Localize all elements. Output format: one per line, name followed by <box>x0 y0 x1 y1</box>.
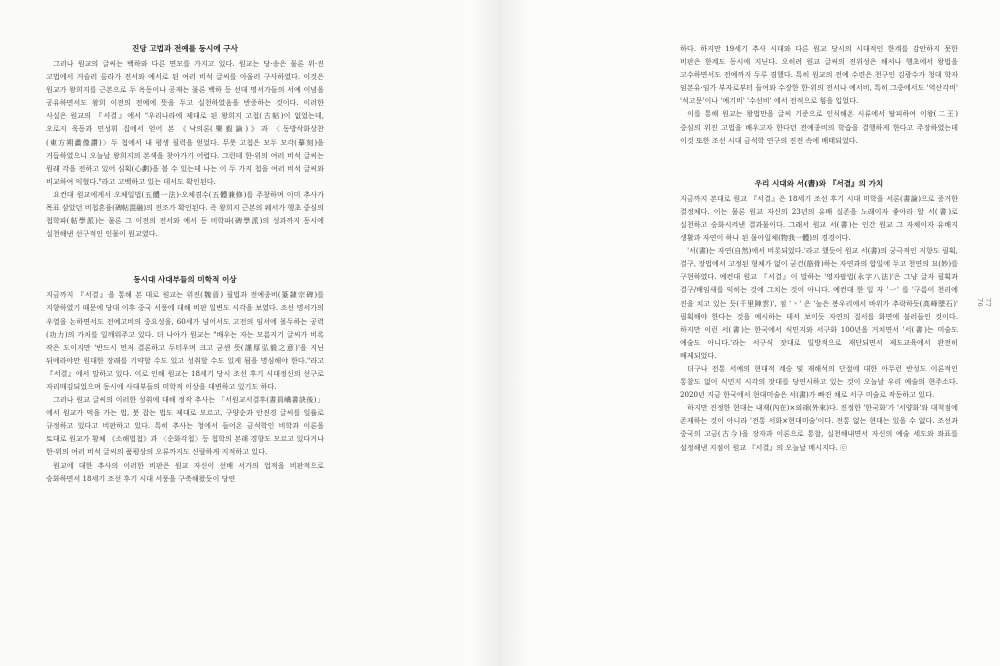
page-number-left: 76 <box>976 298 984 308</box>
paragraph: 지금까지 본대로 원교 『서결』은 18세기 조선 후기 시대 미학을 서론(書論)으로 증거한 결정체다. 이는 물론 원교 자신의 23년의 유배 실존을 노래이자 좋아라 할 서(書)로 실천하고 승화시켜낸 결과물이다. 그래서 원교 서(書)는 인간 원교 그 자체이자 유배지 생활과 자연이 하나 된 물아일체(物我一體)의 경경이다. <box>680 193 958 243</box>
paragraph: '서(書)는 자연(自然)에서 비롯되었다.'라고 했듯이 원교 서(書)의 궁극적인 지향도 필획, 결구, 장법에서 고정된 형체가 없이 굳건(筋骨)하는 자연과의 합일에 두고 천연의 묘(妙)를 구현하였다. 예컨대 원교 『서결』이 말하는 '영자팔법(永字八法)'은 그냥 글자 필획과 결구/배임새를 익히는 것에 그치는 것이 아니다. 예컨대 한 일 자 '一' 를 '구름이 천리에 진을 치고 있는 듯(千里陣雲)', 점 '丶' 은 '높은 봉우리에서 바위가 추락하듯(高峰墜石)' 필획해야 한다는 것을 예시하는 데서 보이듯 자연의 질서를 화면에 불러들인 것이다. 하지만 이런 서(書)는 한국에서 식민지와 서구화 100년을 거치면서 '서(書)는 미술도 예술도 아니다.'라는 서구식 잣대로 일방적으로 재단되면서 제도교육에서 완전히 배제되었다. <box>680 246 958 360</box>
paragraph: 더구나 전통 서예의 현대적 계승 및 재해석의 단절에 대한 아무런 반성도 이론적인 통찰도 없이 식민지 시각의 잣대를 당연시하고 있는 것이 오늘날 우리 예술의 현주소다. 2020년 지금 한국에서 현대미술은 서(書)가 빠진 채로 서구 미술로 작동하고 있다. <box>680 363 958 400</box>
paragraph: 원교에 대한 추사의 이러한 비판은 원교 자신이 선배 서가의 업적을 비판적으로 승화하면서 18세기 조선 후기 시대 서풍을 구축해왔듯이 당연 <box>46 460 324 483</box>
paragraph: 그러나 원교 글씨의 이러한 성취에 대해 정작 추사는 「서원교서결후(書員嶠書訣後)」에서 원교가 먹을 가는 법, 붓 잡는 법도 제대로 모르고, 구양순과 안진경 글씨를 일률로 규정하고 있다고 비판하고 있다. 특히 추사는 청에서 들어온 금석학인 비학과 이론을 토대로 원교가 황체 《소해법첩》과 〈순화각첩〉등 첩학의 본래 경향도 모르고 있다거나 한·위의 여러 비석 글씨의 품평상의 오류까지도 신랄하게 지적하고 있다. <box>46 395 324 457</box>
section-sadaebu-aesthetics <box>46 273 324 484</box>
section-value-of-seogyeol <box>680 177 958 454</box>
paragraph: 요컨대 원교에게서 오체일법(五體一法)·오체겸수(五體兼修)를 주창하며 이미 추사가 목표 삼았던 비첩혼융(碑帖混融)의 전조가 확인된다. 즉 왕희지 근본의 웨서가 행초 중심의 첩학파(帖學派)는 물론 그 이전의 전서와 예서 등 비학파(碑學派)의 성과까지 동시에 실천해낸 선구적인 인물이 원교였다. <box>46 189 324 239</box>
section-heading: 우리 시대와 서(書)와 『서결』의 가치 <box>754 178 884 188</box>
paragraph: 하지만 진정한 현대는 내재(內在)×외래(外來)다. 진정한 '한국화'가 '서양화'와 대척점에 존재하는 것이 아니라 '전통 서화×현대미술'이다. 전통 없는 현대는 있을 수 없다. 조선과 중국의 고금(古今)을 장자과 이론으로 통찰, 실천해내면서 자신의 예술 세도와 좌표를 설정해낸 지점이 원교 『서결』의 오늘날 메시지다. ⓒ <box>680 403 958 452</box>
section-heading: 진당 고법과 전예를 동시에 구사 <box>132 44 238 53</box>
paragraph-continuation: 하다. 하지만 19세기 추사 시대와 다른 원교 당시의 시대적인 한계를 감안하지 못한 비판은 한계도 동시에 지닌다. 오히려 원교 글씨의 전위성은 해서나 행초에서 왕법을 고수하면서도 전예까지 두루 겸했다. 특히 원교의 전예 수련은 천구인 김광수가 청대 학자 임본유·임가 부자로부터 들여와 수장한 한·위의 전서나 예서비, 특히 그중에서도 '역산각비' '석고문'이나 '예기비' '수선비' 에서 전적으로 힘을 입었다. <box>680 44 958 106</box>
section-jindang-gobeop <box>46 42 324 240</box>
paragraph: 지금까지 『서결』을 통해 본 대로 원교는 위진(魏晉) 필법과 전예종비(篆隷宗碑)를 지향하였기 때문에 당대 이후 중국 서풍에 대해 비판 일변도 시각을 보였다. 조선 명서가의 우열을 논하면서도 전예고비의 중요성을, 60세가 넘어서도 고전의 임서에 몰두하는 공력(功力)의 가치를 일깨워주고 있다. 더 나아가 원교는 "배우는 자는 모름지기 글씨가 비록 작은 도이지만 '반드시 먼저 결론하고 두터우며 크고 굳센 뜻(謹厚弘毅之意)'을 지닌 뒤에라야만 원대한 장래를 기약할 수도 있고 성취할 수도 있게 됨을 명심해야 한다."라고 『서결』에서 말하고 있다. 이로 인해 원교는 18세기 당시 조선 후기 시대정신의 선구로 자리매김되었으며 동시에 사대부들의 미학적 이상을 대변하고 있기도 하다. <box>46 290 324 391</box>
left-column <box>46 42 324 485</box>
paragraph: 이를 통해 원교는 왕법만을 글씨 기준으로 인식해온 시류에서 탈피하여 이왕(二王) 중심의 위진 고법을 배우고자 한다던 전예종비의 학습을 결행하게 한다고 주장하였는데 이것 또한 조선 시대 금석학 연구의 진전 속에 배태되었다. <box>680 109 958 145</box>
page-number-right: 77 <box>984 298 992 308</box>
paragraph: 그러나 원교의 글씨는 백하와 다른 면모를 가지고 있다. 원교는 당·송은 물론 위·진 고법에서 거슬러 올라가 전서와 예서로 된 여러 비석 글씨를 아울러 구사하였다. 이것은 원교가 왕희지를 근본으로 두 옥동이나 공재는 물론 백하 등 선대 명서가들의 서예 이념을 공유하면서도 왕희 이전의 전예에 뜻을 두고 실천하였음을 반증하는 것이다. 이러한 사실은 원교의 『서결』에서 "우리나라에 제대로 된 왕희지 고첩(古帖)이 없었는데, 오로지 욱동과 민성휘 집에서 얻어 본 《낙의론(樂毅論)》과 〈동방삭화상찬(東方朔畵像讚)〉두 첩에서 내 평생 필력을 얻었다. 무릇 고첩은 모두 모각(摹刻)을 거듭하였으니 오늘날 왕희지의 본색을 찾아가기 어렵다. 그런데 한·위의 여러 비석 글씨는 원래 각을 전하고 있어 심획(心劃)을 볼 수 있는데 나는 이 두 가지 첩을 여러 비석 글씨와 비교하여 익혔다."라고 고백하고 있는 데서도 확인된다. <box>46 59 324 186</box>
right-column <box>680 42 958 454</box>
section-heading: 동시대 사대부들의 미학적 이상 <box>133 275 237 285</box>
